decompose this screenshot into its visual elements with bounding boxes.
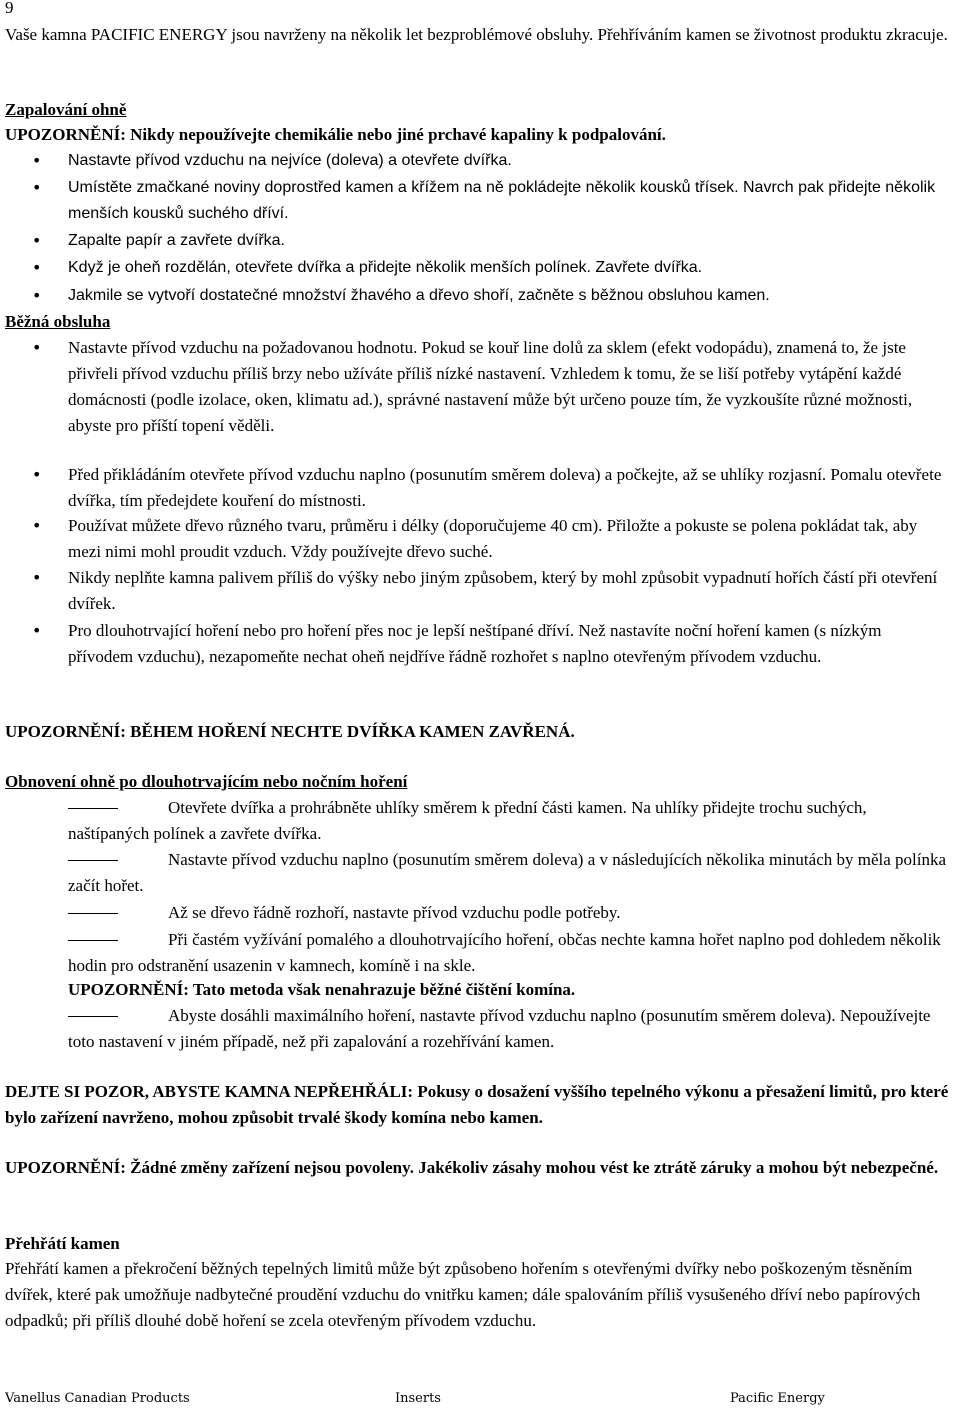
list-item: Používat můžete dřevo různého tvaru, průměru i délky (doporučujeme 40 cm). Přiložte a pokuste se polena pokládat tak, aby mezi nimi mohl proudit vzduch. Vždy používejte dřevo suché. — [68, 516, 918, 561]
bullet-icon — [32, 255, 42, 281]
caution-overheat: DEJTE SI POZOR, ABYSTE KAMNA NEPŘEHŘÁLI: Pokusy o dosažení vyššího tepelného výkonu a přesažení limitů, pro které bylo zařízení navrženo, mohou způsobit trvalé škody komína nebo kamen. — [5, 1082, 949, 1127]
list-item: Umístěte zmačkané noviny doprostřed kamen a křížem na ně pokládejte několik kousků třísek. Navrch pak přidejte několik menších kousků suchého dříví. — [68, 179, 936, 222]
ignition-heading: Zapalování ohně — [5, 100, 127, 119]
list-item: Když je oheň rozdělán, otevřete dvířka a přidejte několik menších polínek. Zavřete dvířka. — [68, 259, 703, 276]
bullet-icon — [32, 175, 42, 201]
bullet-icon — [32, 618, 42, 644]
caution-changes: UPOZORNĚNÍ: Žádné změny zařízení nejsou povoleny. Jakékoliv zásahy mohou vést ke ztrátě záruky a mohou být nebezpečné. — [5, 1158, 939, 1177]
bullet-icon — [32, 148, 42, 174]
bullet-icon — [32, 228, 42, 254]
list-item: Nastavte přívod vzduchu na požadovanou hodnotu. Pokud se kouř line dolů za sklem (efekt vodopádu), znamená to, že jste přivřeli přívod vzduchu příliš brzy nebo užíváte příliš nízké nastavení. Vzhledem k tomu, že se liší potřeby vytápění každé domácnosti (podle izolace, oken, klimatu ad.), správné nastavení může být určeno pouze tím, že vyzkoušíte různé možnosti, abyste pro příští topení věděli. — [68, 338, 913, 435]
list-item: Zapalte papír a zavřete dvířka. — [68, 232, 285, 249]
footer-center: Inserts — [395, 1391, 441, 1406]
bullet-icon — [32, 283, 42, 309]
overheat-paragraph: Přehřátí kamen a překročení běžných tepelných limitů může být způsobeno hořením s otevřenými dvířky nebo poškozeným těsněním dvířek, které pak umožňuje nadbytečné proudění vzduchu do vnitřku kamen; dále spalováním příliš vysušeného dříví nebo papírových odpadků; při příliš dlouhé době hoření se zcela otevřeným přívodem vzduchu. — [5, 1259, 921, 1330]
list-item: Nikdy neplňte kamna palivem příliš do výšky nebo jiným způsobem, který by mohl způsobit vypadnutí hořích částí při otevření dvířek. — [68, 568, 938, 613]
list-item: Před přikládáním otevřete přívod vzduchu naplno (posunutím směrem doleva) a počkejte, až se uhlíky rozjasní. Pomalu otevřete dvířka, tím předejdete kouření do místnosti. — [68, 465, 942, 510]
bullet-icon — [32, 565, 42, 591]
list-item: Jakmile se vytvoří dostatečné množství žhavého a dřevo shoří, začněte s běžnou obsluhou kamen. — [68, 287, 770, 304]
renewal-note: UPOZORNĚNÍ: Tato metoda však nenahrazuje běžné čištění komína. — [68, 980, 576, 999]
list-item: Abyste dosáhli maximálního hoření, nastavte přívod vzduchu naplno (posunutím směrem doleva). Nepoužívejte toto nastavení v jiném případě, než při zapalování a rozehřívání kamen. — [68, 1006, 931, 1051]
bullet-icon — [32, 335, 42, 361]
list-item: Otevřete dvířka a prohrábněte uhlíky směrem k přední části kamen. Na uhlíky přidejte trochu suchých, naštípaných polínek a zavřete dvířka. — [68, 798, 867, 843]
intro-paragraph: Vaše kamna PACIFIC ENERGY jsou navrženy na několik let bezproblémové obsluhy. Přehříváním kamen se životnost produktu zkracuje. — [5, 25, 948, 44]
footer-left: Vanellus Canadian Products — [5, 1391, 190, 1406]
bullet-icon — [32, 462, 42, 488]
normal-heading: Běžná obsluha — [5, 312, 111, 331]
page-number: 9 — [5, 0, 14, 17]
list-item: Při častém vyžívání pomalého a dlouhotrvajícího hoření, občas nechte kamna hořet naplno pod dohledem několik hodin pro odstranění usazenin v kamnech, komíně i na skle. — [68, 930, 941, 975]
list-item: Nastavte přívod vzduchu naplno (posunutím směrem doleva) a v následujících několika minutách by měla polínka začít hořet. — [68, 850, 947, 895]
overheat-heading: Přehřátí kamen — [5, 1234, 120, 1253]
warning-doors-closed: UPOZORNĚNÍ: BĚHEM HOŘENÍ NECHTE DVÍŘKA KAMEN ZAVŘENÁ. — [5, 722, 575, 741]
renewal-heading: Obnovení ohně po dlouhotrvajícím nebo nočním hoření — [5, 772, 408, 791]
footer-right: Pacific Energy — [730, 1391, 825, 1406]
list-item: Pro dlouhotrvající hoření nebo pro hoření přes noc je lepší neštípané dříví. Než nastavíte noční hoření kamen (s nízkým přívodem vzduchu), nezapomeňte nechat oheň nejdříve řádně rozhořet s naplno otevřeným přívodem vzduchu. — [68, 621, 882, 666]
list-item: Nastavte přívod vzduchu na nejvíce (doleva) a otevřete dvířka. — [68, 152, 512, 169]
list-item: Až se dřevo řádně rozhoří, nastavte přívod vzduchu podle potřeby. — [168, 903, 621, 922]
bullet-icon — [32, 513, 42, 539]
ignition-warning: UPOZORNĚNÍ: Nikdy nepoužívejte chemikálie nebo jiné prchavé kapaliny k podpalování. — [5, 125, 666, 144]
